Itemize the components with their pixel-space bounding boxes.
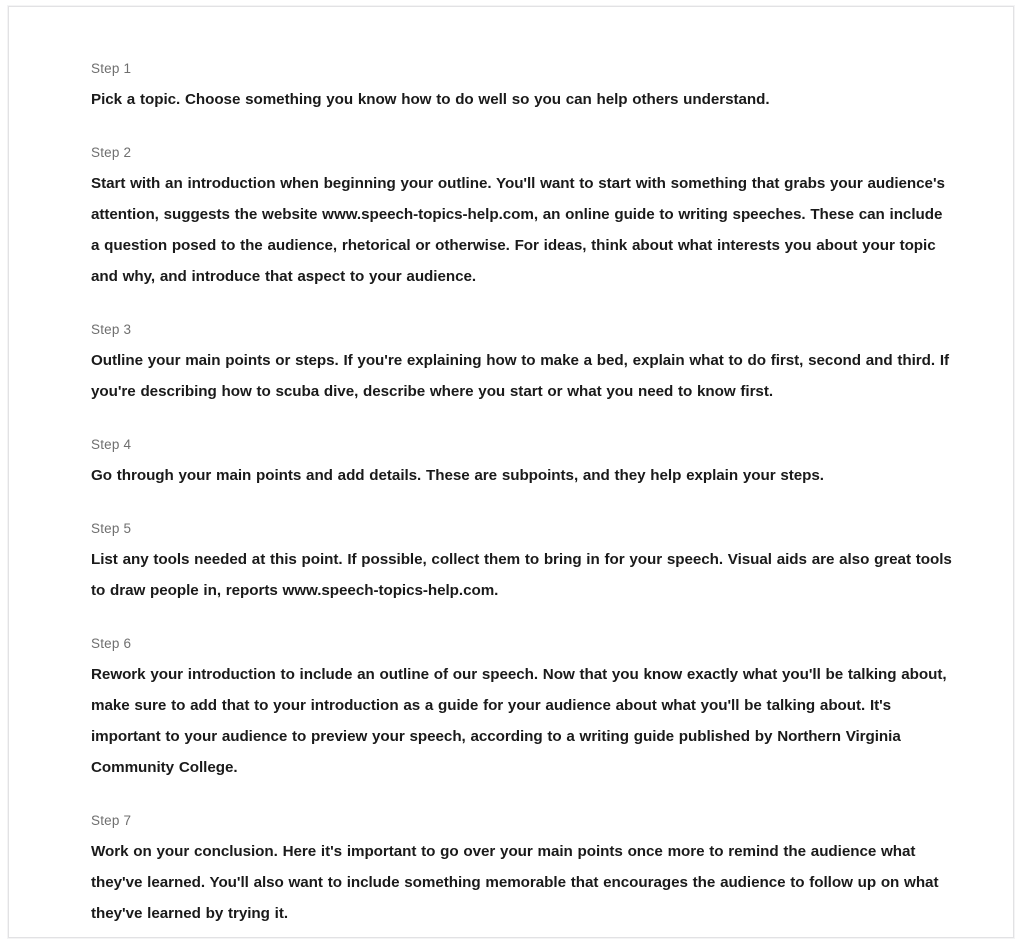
step-heading: Step 2 — [91, 145, 132, 160]
step-paragraph: Rework your introduction to include an outline of our speech. Now that you know exactly what you'll be talking about, make sure to add that to your introduction as a guide for your audience about what you'll be talking about. It's important to your audience to preview your speech, according to a writing guide published by Northern Virginia Community College. — [91, 666, 947, 776]
step-paragraph: Start with an introduction when beginning your outline. You'll want to start with something that grabs your audience's attention, suggests the website www.speech-topics-help.com, an online guide to writing speeches. These can include a question posed to the audience, rhetorical or otherwise. For ideas, think about what interests you about your topic and why, and introduce that aspect to your audience. — [91, 175, 945, 285]
step-heading: Step 1 — [91, 61, 132, 76]
step-block — [91, 513, 953, 606]
step-block — [91, 137, 953, 292]
step-heading: Step 3 — [91, 322, 132, 337]
step-heading: Step 6 — [91, 636, 132, 651]
step-paragraph: Pick a topic. Choose something you know how to do well so you can help others understand. — [91, 91, 770, 108]
step-paragraph: Work on your conclusion. Here it's important to go over your main points once more to remind the audience what they've learned. You'll also want to include something memorable that encourages the audience to follow up on what they've learned by trying it. — [91, 843, 939, 922]
step-paragraph: List any tools needed at this point. If possible, collect them to bring in for your speech. Visual aids are also great tools to draw people in, reports www.speech-topics-help.com. — [91, 551, 952, 599]
step-heading: Step 5 — [91, 521, 132, 536]
document-content — [91, 53, 953, 929]
document-page — [8, 6, 1014, 938]
step-heading: Step 7 — [91, 813, 132, 828]
step-heading: Step 4 — [91, 437, 132, 452]
step-block — [91, 53, 953, 115]
step-block — [91, 628, 953, 783]
step-block — [91, 429, 953, 491]
step-paragraph: Go through your main points and add details. These are subpoints, and they help explain your steps. — [91, 467, 824, 484]
step-block — [91, 314, 953, 407]
step-paragraph: Outline your main points or steps. If you're explaining how to make a bed, explain what to do first, second and third. If you're describing how to scuba dive, describe where you start or what you need to know first. — [91, 352, 949, 400]
step-block — [91, 805, 953, 929]
